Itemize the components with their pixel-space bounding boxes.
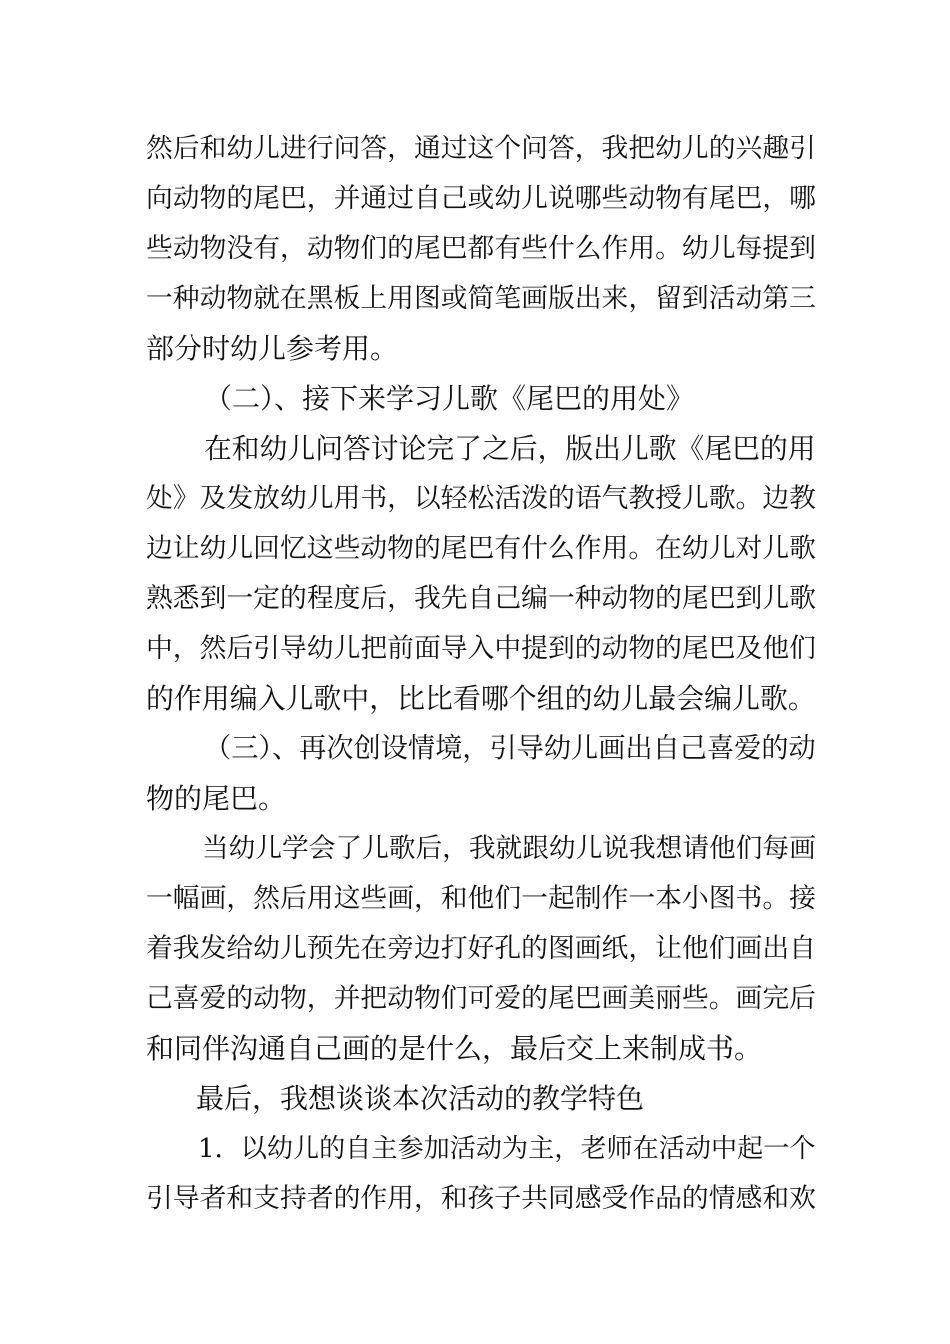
- text-line: 当幼儿学会了儿歌后，我就跟幼儿说我想请他们每画: [202, 833, 816, 864]
- text-line: 己喜爱的动物，并把动物们可爱的尾巴画美丽些。画完后: [146, 983, 816, 1014]
- text-line: 引导者和支持者的作用，和孩子共同感受作品的情感和欢: [146, 1183, 816, 1214]
- text-line: 一幅画，然后用这些画，和他们一起制作一本小图书。接: [146, 883, 816, 914]
- text-line: 部分时幼儿参考用。: [146, 332, 399, 365]
- text-line: 在和幼儿问答讨论完了之后，版出儿歌《尾巴的用: [204, 432, 816, 465]
- list-item: 1．以幼儿的自主参加活动为主，老师在活动中起一个: [198, 1134, 816, 1164]
- section-heading: （三）、再次创设情境，引导幼儿画出自己喜爱的动: [204, 733, 816, 764]
- text-line: 处》及发放幼儿用书，以轻松活泼的语气教授儿歌。边教: [146, 483, 816, 514]
- text-line: 向动物的尾巴，并通过自己或幼儿说哪些动物有尾巴，哪: [146, 183, 816, 214]
- text-line: 物的尾巴。: [146, 782, 287, 815]
- text-line: 些动物没有，动物们的尾巴都有些什么作用。幼儿每提到: [146, 233, 816, 264]
- text-line: 最后，我想谈谈本次活动的教学特色: [196, 1082, 645, 1115]
- text-line: 着我发给幼儿预先在旁边打好孔的图画纸，让他们画出自: [146, 933, 816, 964]
- text-line: 一种动物就在黑板上用图或简笔画版出来，留到活动第三: [146, 283, 816, 314]
- text-line: 的作用编入儿歌中，比比看哪个组的幼儿最会编儿歌。: [146, 682, 816, 715]
- text-line: 中，然后引导幼儿把前面导入中提到的动物的尾巴及他们: [146, 633, 816, 664]
- text-line: 然后和幼儿进行问答，通过这个问答，我把幼儿的兴趣引: [146, 133, 816, 164]
- text-line: 边让幼儿回忆这些动物的尾巴有什么作用。在幼儿对儿歌: [146, 533, 816, 564]
- text-line: 熟悉到一定的程度后，我先自己编一种动物的尾巴到儿歌: [146, 583, 816, 614]
- text-line: 和同伴沟通自己画的是什么，最后交上来制成书。: [146, 1032, 763, 1065]
- section-heading: （二）、接下来学习儿歌《尾巴的用处》: [204, 382, 695, 415]
